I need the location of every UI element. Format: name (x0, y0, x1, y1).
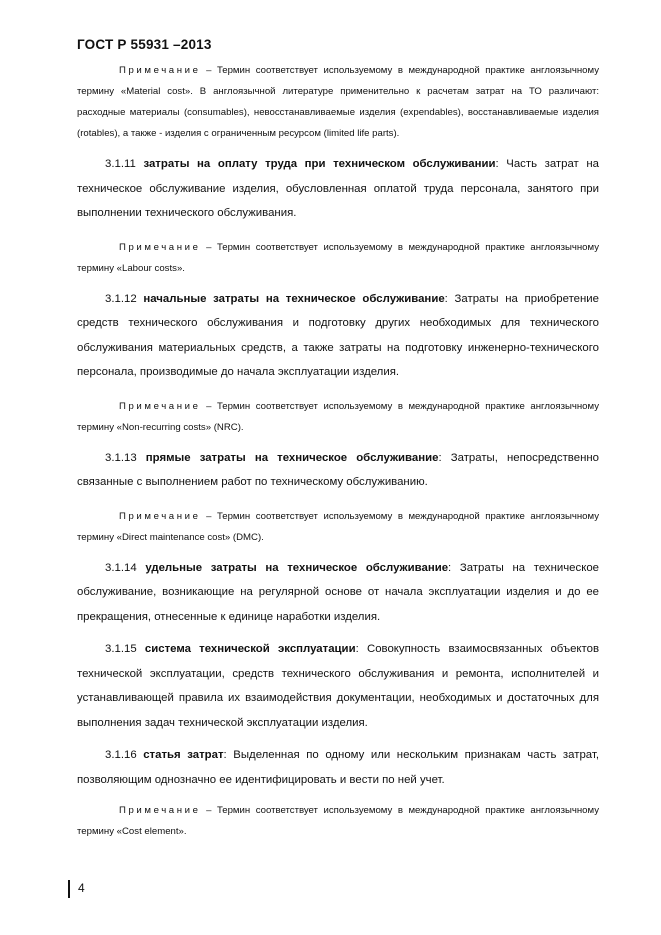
term-title: прямые затраты на техническое обслуживание (145, 451, 439, 464)
term-title: статья затрат (143, 749, 224, 761)
term-title: система технической эксплуатации (144, 643, 356, 655)
term-3-1-12: 3.1.12 начальные затраты на техническое обслуживание: Затраты на приобретение средств технического обслуживания и подготовку других необходимых для технического обслуживания материальных средств, а также затраты на подготовку инженерно-технического персонала, производимые до начала эксплуатации изделия. (77, 292, 599, 378)
note-cost-element: Примечание – Термин соответствует используемому в международной практике англоязычному термину «Cost element». (77, 805, 599, 837)
note-label: Примечание (119, 510, 201, 522)
page-margin-bar (68, 880, 70, 898)
note-label: Примечание (119, 805, 201, 816)
term-3-1-14: 3.1.14 удельные затраты на техническое обслуживание: Затраты на техническое обслуживание, возникающие на регулярной основе от начала эксплуатации изделия и до ее прекращения, отнесенные к единице наработки изделия. (77, 561, 599, 623)
note-material-cost: Примечание – Термин соответствует используемому в международной практике англоязычному термину «Material cost». В англоязычной литературе применительно к расчетам затрат на ТО различают: расходные материалы (consumables), невосстанавливаемые изделия (expendables), восстанавливаемые изделия (rotables), а также - изделия с ограниченным ресурсом (limited life parts). (77, 65, 599, 139)
note-label: Примечание (119, 65, 201, 76)
term-3-1-13: 3.1.13 прямые затраты на техническое обслуживание: Затраты, непосредственно связанные с выполнением работ по техническому обслуживанию. (77, 451, 599, 488)
page-number: 4 (78, 881, 85, 895)
note-non-recurring: Примечание – Термин соответствует используемому в международной практике англоязычному термину «Non-recurring costs» (NRC). (77, 400, 599, 433)
term-title: начальные затраты на техническое обслуживание (143, 292, 445, 305)
note-label: Примечание (119, 400, 201, 412)
term-title: затраты на оплату труда при техническом обслуживании (143, 158, 496, 170)
term-title: удельные затраты на техническое обслуживание (145, 561, 449, 574)
term-3-1-16: 3.1.16 статья затрат: Выделенная по одному или нескольким признакам часть затрат, позволяющим однозначно ее идентифицировать и вести по ней учет. (77, 749, 599, 786)
document-header: ГОСТ Р 55931 –2013 (77, 37, 212, 52)
document-body (77, 60, 599, 842)
note-labour-costs: Примечание – Термин соответствует используемому в международной практике англоязычному термину «Labour costs». (77, 241, 599, 274)
term-3-1-11: 3.1.11 затраты на оплату труда при техническом обслуживании: Часть затрат на техническое обслуживание изделия, обусловленная оплатой труда персонала, занятого при выполнении технического обслуживания. (77, 158, 599, 219)
note-label: Примечание (119, 241, 201, 253)
note-direct-maintenance: Примечание – Термин соответствует используемому в международной практике англоязычному термину «Direct maintenance cost» (DMC). (77, 510, 599, 543)
term-3-1-15: 3.1.15 система технической эксплуатации: Совокупность взаимосвязанных объектов технической эксплуатации, средств технического обслуживания и ремонта, исполнителей и устанавливающей правила их взаимодействия документации, необходимых и достаточных для выполнения задач технической эксплуатации изделия. (77, 643, 599, 729)
